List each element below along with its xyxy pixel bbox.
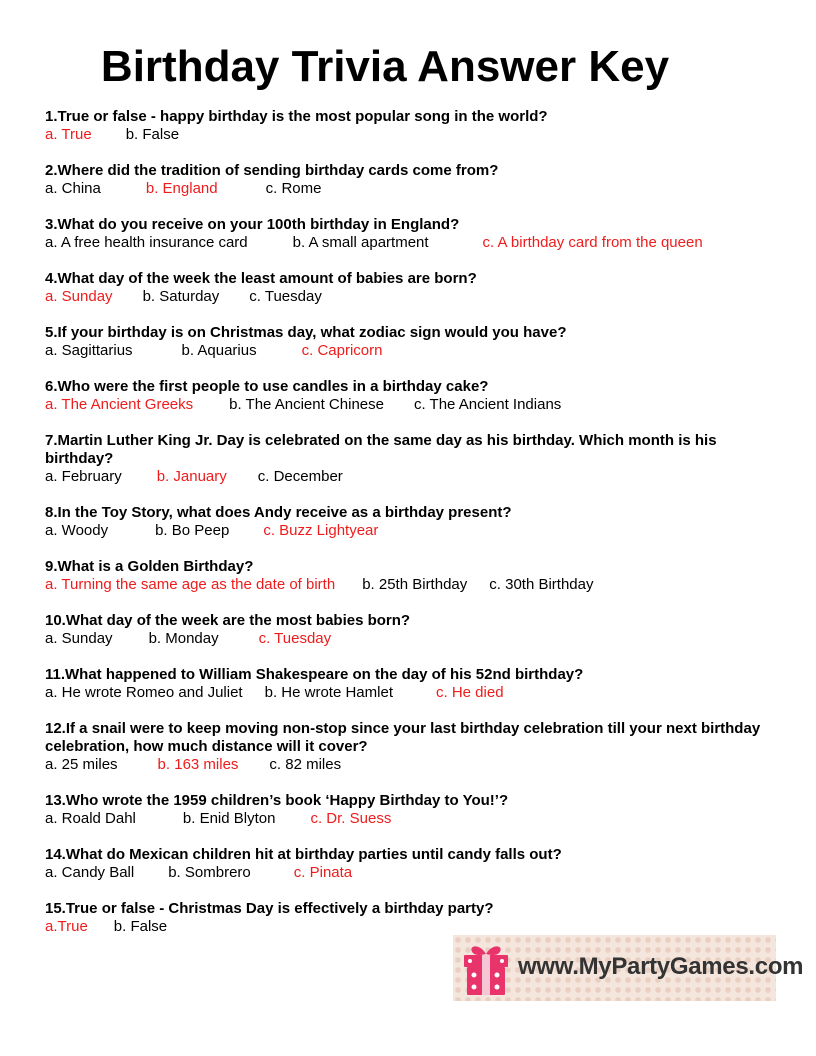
question-item — [45, 216, 765, 252]
answer-options — [45, 288, 765, 306]
question-item — [45, 270, 765, 306]
answer-options — [45, 342, 765, 360]
answer-options — [45, 234, 765, 252]
correct-answer: b. January — [156, 468, 227, 485]
question-item — [45, 378, 765, 414]
answer-option: a. 25 miles — [45, 756, 118, 773]
answer-option: b. Bo Peep — [155, 522, 230, 539]
answer-option: a. A free health insurance card — [45, 234, 248, 251]
answer-option: a. Candy Ball — [45, 864, 135, 881]
correct-answer: c. He died — [436, 684, 504, 701]
question-item — [45, 108, 765, 144]
answer-options — [45, 864, 765, 882]
correct-answer: a. Turning the same age as the date of birth — [45, 576, 336, 593]
answer-options — [45, 810, 765, 828]
answer-option: a. He wrote Romeo and Juliet — [45, 684, 243, 701]
question-text: 1.True or false - happy birthday is the most popular song in the world? — [45, 108, 548, 125]
site-banner[interactable] — [453, 935, 804, 1001]
answer-option: c. 82 miles — [269, 756, 342, 773]
answer-option: b. He wrote Hamlet — [264, 684, 393, 701]
question-item — [45, 432, 765, 486]
answer-option: c. The Ancient Indians — [413, 396, 562, 413]
question-text: 14.What do Mexican children hit at birthday parties until candy falls out? — [45, 846, 562, 863]
correct-answer: b. England — [145, 180, 218, 197]
answer-option: c. Tuesday — [249, 288, 322, 305]
question-item — [45, 504, 765, 540]
correct-answer: c. Capricorn — [301, 342, 383, 359]
answer-option: b. Aquarius — [181, 342, 257, 359]
question-text: 11.What happened to William Shakespeare on the day of his 52nd birthday? — [45, 666, 584, 683]
correct-answer: c. Dr. Suess — [310, 810, 392, 827]
answer-options — [45, 684, 765, 702]
answer-option: c. December — [257, 468, 343, 485]
question-item — [45, 846, 765, 882]
answer-option: b. False — [125, 126, 180, 143]
answer-option: a. Roald Dahl — [45, 810, 136, 827]
answer-option: c. 30th Birthday — [489, 576, 594, 593]
answer-options — [45, 468, 765, 486]
answer-option: b. Saturday — [142, 288, 220, 305]
site-link[interactable]: www.MyPartyGames.com — [518, 953, 804, 980]
question-text: 7.Martin Luther King Jr. Day is celebrated on the same day as his birthday. Which month is his birthday? — [45, 432, 717, 467]
question-text: 3.What do you receive on your 100th birthday in England? — [45, 216, 460, 233]
answer-options — [45, 522, 765, 540]
answer-option: a. China — [45, 180, 101, 197]
question-item — [45, 324, 765, 360]
question-item — [45, 558, 765, 594]
correct-answer: a. The Ancient Greeks — [45, 396, 194, 413]
answer-options — [45, 918, 765, 936]
answer-options — [45, 180, 765, 198]
answer-options — [45, 126, 765, 144]
question-text: 6.Who were the first people to use candles in a birthday cake? — [45, 378, 489, 395]
correct-answer: a. True — [45, 126, 92, 143]
answer-option: a. Woody — [45, 522, 109, 539]
correct-answer: c. Buzz Lightyear — [263, 522, 379, 539]
question-item — [45, 162, 765, 198]
answer-option: b. Enid Blyton — [182, 810, 276, 827]
page-title: Birthday Trivia Answer Key — [100, 42, 670, 91]
answer-option: b. The Ancient Chinese — [229, 396, 384, 413]
answer-options — [45, 396, 765, 414]
question-text: 12.If a snail were to keep moving non-stop since your last birthday celebration till your next birthday celebration, how much distance will it cover? — [45, 720, 761, 755]
correct-answer: c. Pinata — [293, 864, 353, 881]
question-item — [45, 900, 765, 936]
correct-answer: b. 163 miles — [157, 756, 239, 773]
question-text: 4.What day of the week the least amount of babies are born? — [45, 270, 477, 287]
answer-option: b. 25th Birthday — [362, 576, 468, 593]
correct-answer: a.True — [45, 918, 88, 935]
question-text: 5.If your birthday is on Christmas day, what zodiac sign would you have? — [45, 324, 567, 341]
correct-answer: a. Sunday — [45, 288, 113, 305]
answer-option: a. Sagittarius — [45, 342, 133, 359]
answer-option: b. False — [113, 918, 168, 935]
question-list — [45, 108, 765, 954]
answer-option: a. February — [45, 468, 122, 485]
question-text: 2.Where did the tradition of sending birthday cards come from? — [45, 162, 499, 179]
question-text: 13.Who wrote the 1959 children’s book ‘Happy Birthday to You!’? — [45, 792, 509, 809]
answer-option: b. Monday — [148, 630, 219, 647]
question-item — [45, 612, 765, 648]
question-text: 15.True or false - Christmas Day is effectively a birthday party? — [45, 900, 494, 917]
question-text: 8.In the Toy Story, what does Andy receive as a birthday present? — [45, 504, 512, 521]
answer-option: b. A small apartment — [292, 234, 429, 251]
question-item — [45, 666, 765, 702]
answer-option: b. Sombrero — [168, 864, 251, 881]
gift-icon — [459, 940, 513, 998]
correct-answer: c. Tuesday — [258, 630, 332, 647]
answer-option: a. Sunday — [45, 630, 113, 647]
question-item — [45, 792, 765, 828]
answer-option: c. Rome — [265, 180, 322, 197]
question-item — [45, 720, 765, 774]
question-text: 9.What is a Golden Birthday? — [45, 558, 254, 575]
answer-options — [45, 576, 765, 594]
answer-options — [45, 756, 765, 774]
answer-options — [45, 630, 765, 648]
correct-answer: c. A birthday card from the queen — [482, 234, 703, 251]
question-text: 10.What day of the week are the most babies born? — [45, 612, 411, 629]
